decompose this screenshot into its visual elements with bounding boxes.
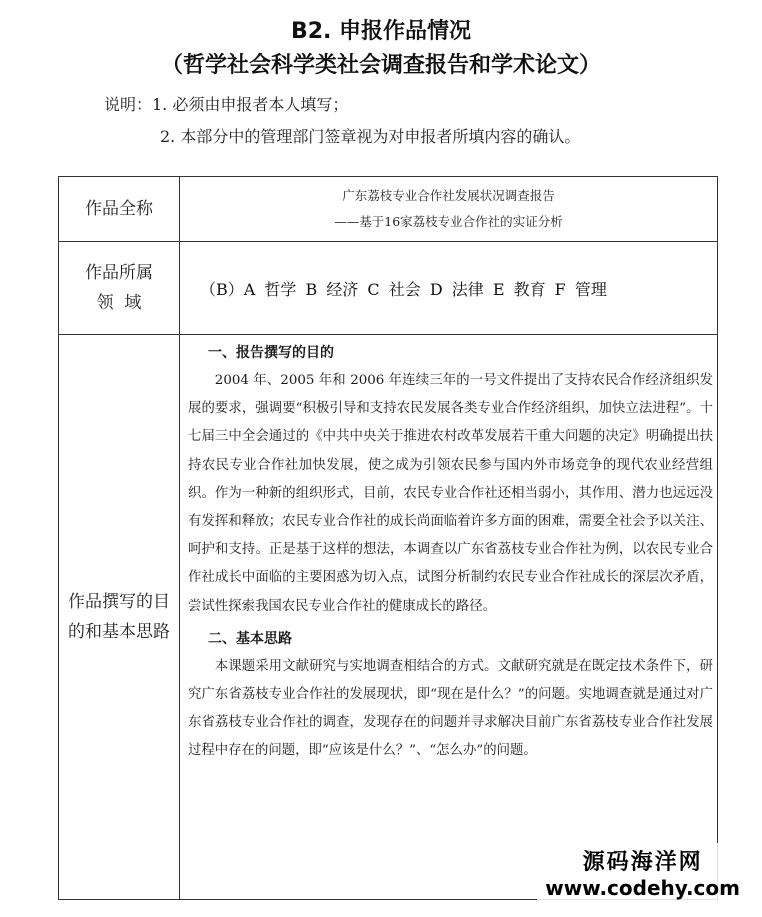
purpose-label-line-1: 作品撰写的目 (68, 592, 170, 612)
watermark-logo (537, 843, 748, 902)
field-row (59, 242, 718, 335)
purpose-row (59, 335, 718, 900)
work-name-row (59, 177, 718, 242)
field-label (59, 242, 180, 335)
work-name-cell (180, 177, 718, 242)
watermark-url: www.codehy.com (545, 876, 740, 900)
work-name-subtitle: ——基于16家荔枝专业合作社的实证分析 (334, 214, 563, 229)
purpose-label-line-2: 的和基本思路 (68, 622, 170, 642)
section-heading-approach: 二、基本思路 (208, 630, 292, 647)
field-label-line-1: 作品所属 (85, 263, 153, 283)
purpose-label (59, 335, 180, 900)
page-subtitle: （哲学社会科学类社会调查报告和学术论文） (160, 53, 601, 78)
work-name-label: 作品全称 (59, 177, 180, 242)
section-text-purpose: 2004 年、2005 年和 2006 年连续三年的一号文件提出了支持农民合作经济组织发展的要求，强调要“积极引导和支持农民发展各类专业合作经济组织，加快立法进程”。十七届三中全会通过的《中共中央关于推进农村改革发展若干重大问题的决定》明确提出扶持农民专业合作社加快发展，使之成为引领农民参与国内外市场竞争的现代农业经营组织。作为一种新的组织形式，目前，农民专业合作社还相当弱小，其作用、潜力也远远没有发挥和释放；农民专业合作社的成长尚面临着许多方面的困难，需要全社会予以关注、呵护和支持。正是基于这样的想法，本调查以广东省荔枝专业合作社为例，以农民专业合作社成长中面临的主要困惑为切入点，试图分析制约农民专业合作社成长的深层次矛盾，尝试性探索我国农民专业合作社的健康成长的路径。 (188, 373, 713, 614)
field-value: （B）A 哲学 B 经济 C 社会 D 法律 E 教育 F 管理 (180, 242, 718, 335)
application-form-table (58, 176, 718, 900)
note-line-2: 2. 本部分中的管理部门签章视为对申报者所填内容的确认。 (160, 127, 581, 146)
field-label-line-2: 领 域 (96, 293, 142, 313)
watermark-site-name: 源码海洋网 (582, 850, 703, 875)
section-heading-purpose: 一、报告撰写的目的 (208, 345, 334, 361)
note-line-1: 说明：1. 必须由申报者本人填写； (104, 95, 349, 114)
purpose-content (180, 335, 718, 900)
section-text-approach: 本课题采用文献研究与实地调查相结合的方式。文献研究就是在既定技术条件下，研究广东省荔枝专业合作社的发展现状，即“现在是什么？”的问题。实地调查就是通过对广东省荔枝专业合作社的调查，发现存在的问题并寻求解决目前广东省荔枝专业合作社发展过程中存在的问题，即“应该是什么？”、“怎么办”的问题。 (188, 658, 713, 759)
work-name-title: 广东荔枝专业合作社发展状况调查报告 (342, 188, 555, 203)
page-title: B2. 申报作品情况 (290, 19, 472, 44)
